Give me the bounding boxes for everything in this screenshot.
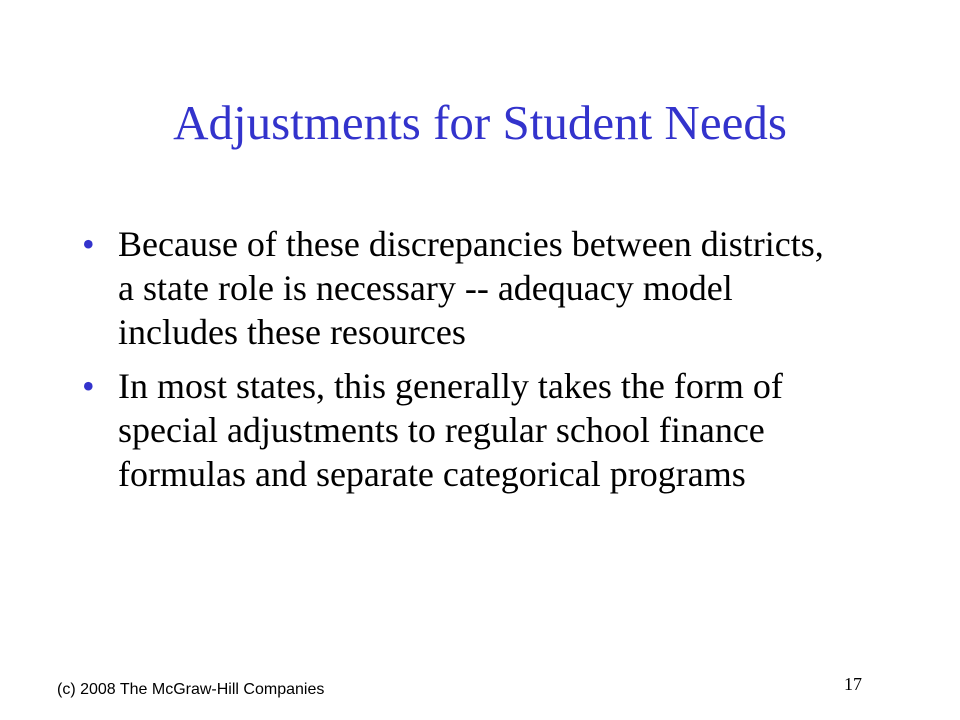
bullet-text: Because of these discrepancies between districts, a state role is necessary -- adequacy model includes these resources [118,224,824,352]
page-number: 17 [844,674,862,694]
bullet-item [82,364,842,496]
bullet-text: In most states, this generally takes the form of special adjustments to regular school finance formulas and separate categorical programs [118,366,783,494]
bullet-marker: • [82,366,95,406]
bullet-marker: • [82,224,95,264]
copyright-footer: (c) 2008 The McGraw-Hill Companies [57,681,325,698]
bullet-item [82,222,842,354]
slide-title: Adjustments for Student Needs [173,95,787,150]
bullet-list [82,222,842,506]
